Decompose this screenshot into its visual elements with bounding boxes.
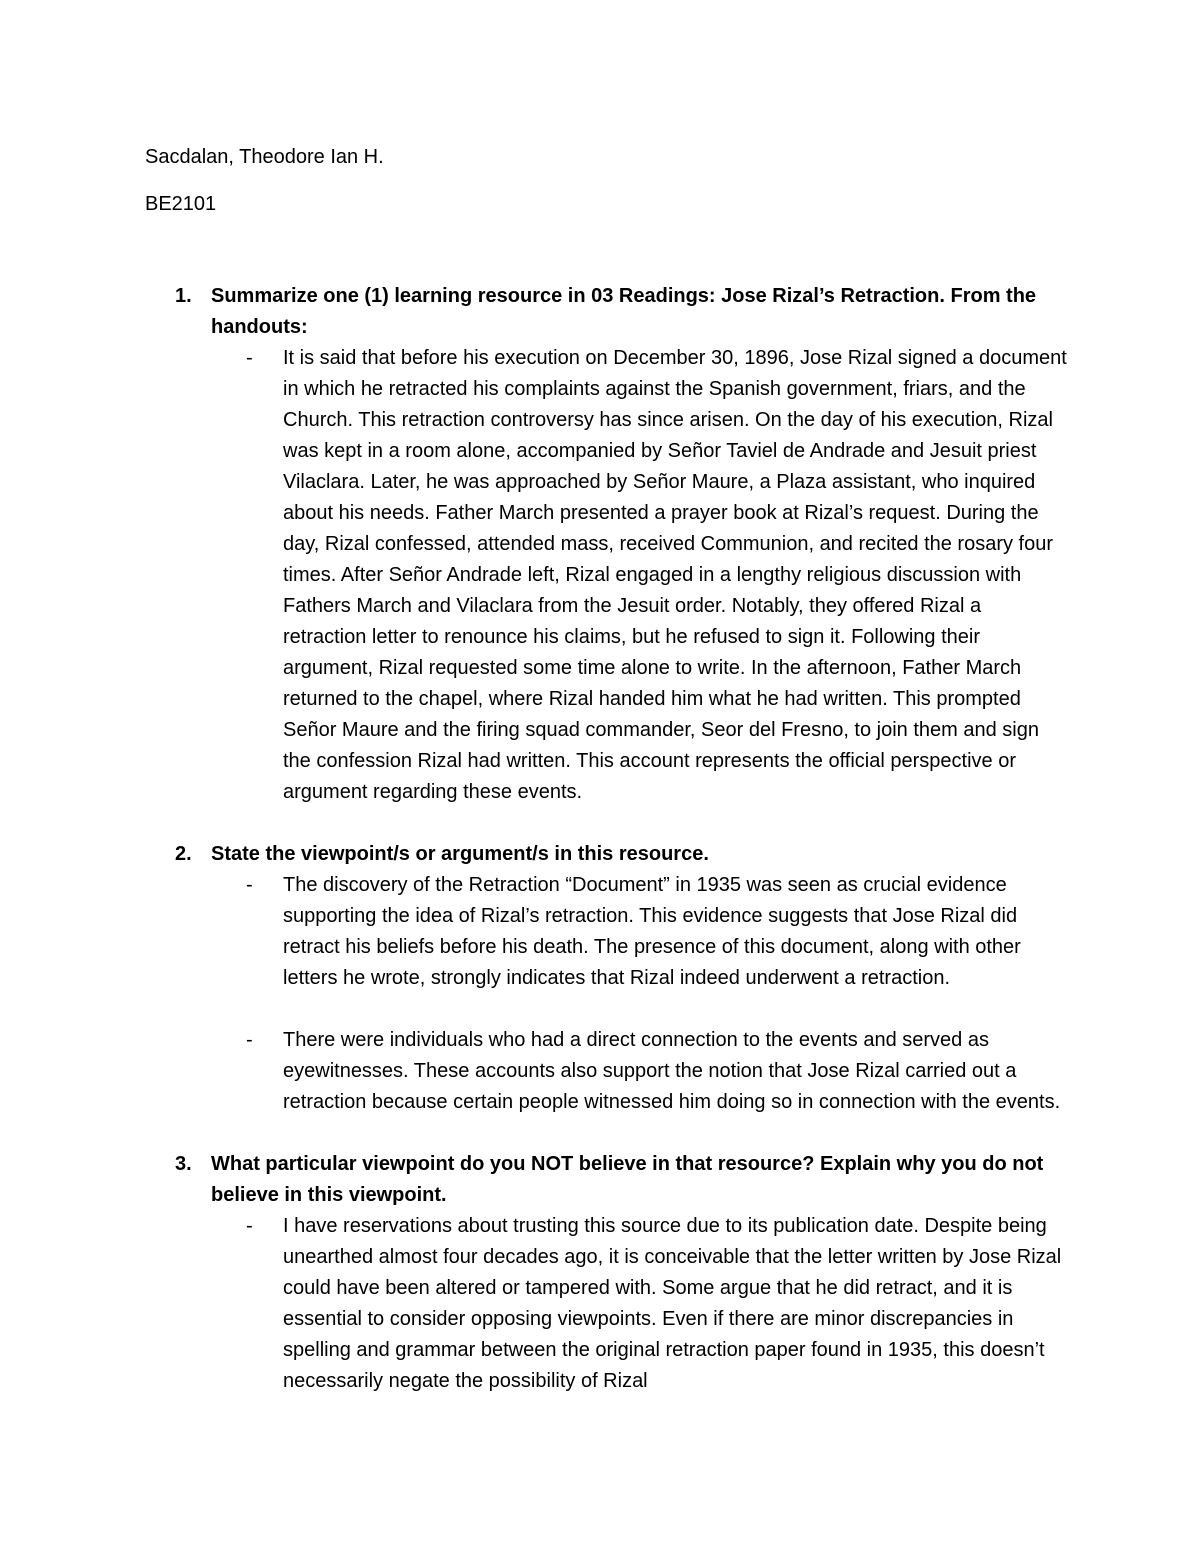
question-number: 2. [175,843,192,865]
section-code: BE2101 [145,193,217,215]
question-text: State the viewpoint/s or argument/s in this resource. [211,843,709,865]
answer-text: It is said that before his execution on December 30, 1896, Jose Rizal signed a document in which he retracted his complaints against the Spanish government, friars, and the Church. This retraction controversy has since arisen. On the day of his execution, Rizal was kept in a room alone, accompanied by Señor Taviel de Andrade and Jesuit priest Vilaclara. Later, he was approached by Señor Maure, a Plaza assistant, who inquired about his needs. Father March presented a prayer book at Rizal’s request. During the day, Rizal confessed, attended mass, received Communion, and recited the rosary four times. After Señor Andrade left, Rizal engaged in a lengthy religious discussion with Fathers March and Vilaclara from the Jesuit order. Notably, they offered Rizal a retraction letter to renounce his claims, but he refused to sign it. Following their argument, Rizal requested some time alone to write. In the afternoon, Father March returned to the chapel, where Rizal handed him what he had written. This prompted Señor Maure and the firing squad commander, Seor del Fresno, to join them and sign the confession Rizal had written. This account represents the official perspective or argument regarding these events. [283,347,1067,803]
answer-text: I have reservations about trusting this source due to its publication date. Despite being unearthed almost four decades ago, it is conceivable that the letter written by Jose Rizal could have been altered or tampered with. Some argue that he did retract, and it is essential to consider opposing viewpoints. Even if there are minor discrepancies in spelling and grammar between the original retraction paper found in 1935, this doesn’t necessarily negate the possibility of Rizal [283,1215,1062,1392]
bullet-dash: - [246,347,253,369]
bullet-dash: - [246,1029,253,1051]
question-number: 3. [175,1153,192,1175]
bullet-dash: - [246,1215,253,1237]
author-name: Sacdalan, Theodore Ian H. [145,146,384,168]
question-text: What particular viewpoint do you NOT believe in that resource? Explain why you do not believe in this viewpoint. [211,1153,1044,1206]
bullet-dash: - [246,874,253,896]
question-number: 1. [175,285,192,307]
question-text: Summarize one (1) learning resource in 03 Readings: Jose Rizal’s Retraction. From the handouts: [211,285,1037,338]
answer-text: The discovery of the Retraction “Document” in 1935 was seen as crucial evidence supporting the idea of Rizal’s retraction. This evidence suggests that Jose Rizal did retract his beliefs before his death. The presence of this document, along with other letters he wrote, strongly indicates that Rizal indeed underwent a retraction. [283,874,1021,989]
answer-text: There were individuals who had a direct connection to the events and served as eyewitnesses. These accounts also support the notion that Jose Rizal carried out a retraction because certain people witnessed him doing so in connection with the events. [283,1029,1061,1113]
